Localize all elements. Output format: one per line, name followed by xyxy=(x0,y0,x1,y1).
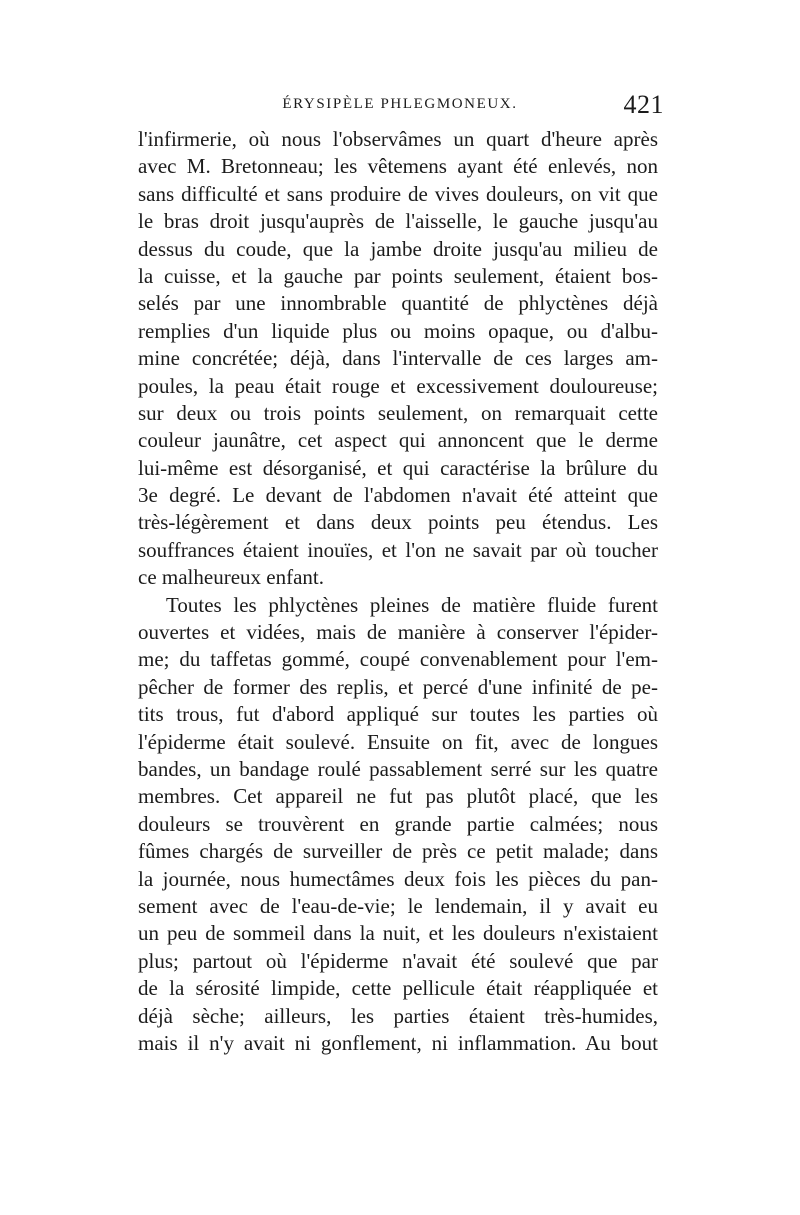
running-head xyxy=(140,90,664,126)
text-line: selés par une innombrable quantité de phlyctènes déjà xyxy=(138,291,658,316)
text-line: remplies d'un liquide plus ou moins opaque, ou d'albu- xyxy=(138,318,658,343)
text-line: l'épiderme était soulevé. Ensuite on fit, avec de longues xyxy=(138,729,658,754)
text-line: 3e degré. Le devant de l'abdomen n'avait été atteint que xyxy=(138,483,658,508)
text-line: la journée, nous humectâmes deux fois les pièces du pan- xyxy=(138,866,658,891)
text-line: fûmes chargés de surveiller de près ce petit malade; dans xyxy=(138,839,658,864)
text-line: souffrances étaient inouïes, et l'on ne savait par où toucher xyxy=(138,537,658,562)
running-title: ÉRYSIPÈLE PHLEGMONEUX. xyxy=(282,96,518,112)
text-line: un peu de sommeil dans la nuit, et les douleurs n'existaient xyxy=(138,921,658,946)
page-number: 421 xyxy=(623,90,664,119)
text-line: le bras droit jusqu'auprès de l'aisselle, le gauche jusqu'au xyxy=(138,209,658,234)
text-line: tits trous, fut d'abord appliqué sur toutes les parties où xyxy=(138,702,658,727)
text-line: avec M. Bretonneau; les vêtemens ayant été enlevés, non xyxy=(138,154,658,179)
text-line: sur deux ou trois points seulement, on remarquait cette xyxy=(138,400,658,425)
text-line: ouvertes et vidées, mais de manière à conserver l'épider- xyxy=(138,620,658,645)
paragraph-end-line: ce malheureux enfant. xyxy=(138,565,324,590)
text-line: dessus du coude, que la jambe droite jusqu'au milieu de xyxy=(138,236,658,261)
text-line: très-légèrement et dans deux points peu étendus. Les xyxy=(138,510,658,535)
text-line: poules, la peau était rouge et excessivement douloureuse; xyxy=(138,373,658,398)
text-line: douleurs se trouvèrent en grande partie calmées; nous xyxy=(138,811,658,836)
text-line: sement avec de l'eau-de-vie; le lendemain, il y avait eu xyxy=(138,893,658,918)
text-line: mais il n'y avait ni gonflement, ni inflammation. Au bout xyxy=(138,1030,658,1055)
text-line: mine concrétée; déjà, dans l'intervalle de ces larges am- xyxy=(138,346,658,371)
text-line: la cuisse, et la gauche par points seulement, étaient bos- xyxy=(138,263,658,288)
text-line: déjà sèche; ailleurs, les parties étaient très-humides, xyxy=(138,1003,658,1028)
text-line: membres. Cet appareil ne fut pas plutôt placé, que les xyxy=(138,784,658,809)
text-line: sans difficulté et sans produire de vives douleurs, on vit que xyxy=(138,181,658,206)
text-line: couleur jaunâtre, cet aspect qui annoncent que le derme xyxy=(138,428,658,453)
text-line: lui-même est désorganisé, et qui caractérise la brûlure du xyxy=(138,455,658,480)
text-line: bandes, un bandage roulé passablement serré sur les quatre xyxy=(138,756,658,781)
text-line: me; du taffetas gommé, coupé convenablement pour l'em- xyxy=(138,647,658,672)
paragraph-start-line: Toutes les phlyctènes pleines de matière fluide furent xyxy=(166,592,658,617)
text-line: plus; partout où l'épiderme n'avait été soulevé que par xyxy=(138,948,658,973)
body-text xyxy=(138,126,658,1057)
text-line: pêcher de former des replis, et percé d'une infinité de pe- xyxy=(138,674,658,699)
text-line: de la sérosité limpide, cette pellicule était réappliquée et xyxy=(138,976,658,1001)
text-line: l'infirmerie, où nous l'observâmes un quart d'heure après xyxy=(138,127,658,151)
